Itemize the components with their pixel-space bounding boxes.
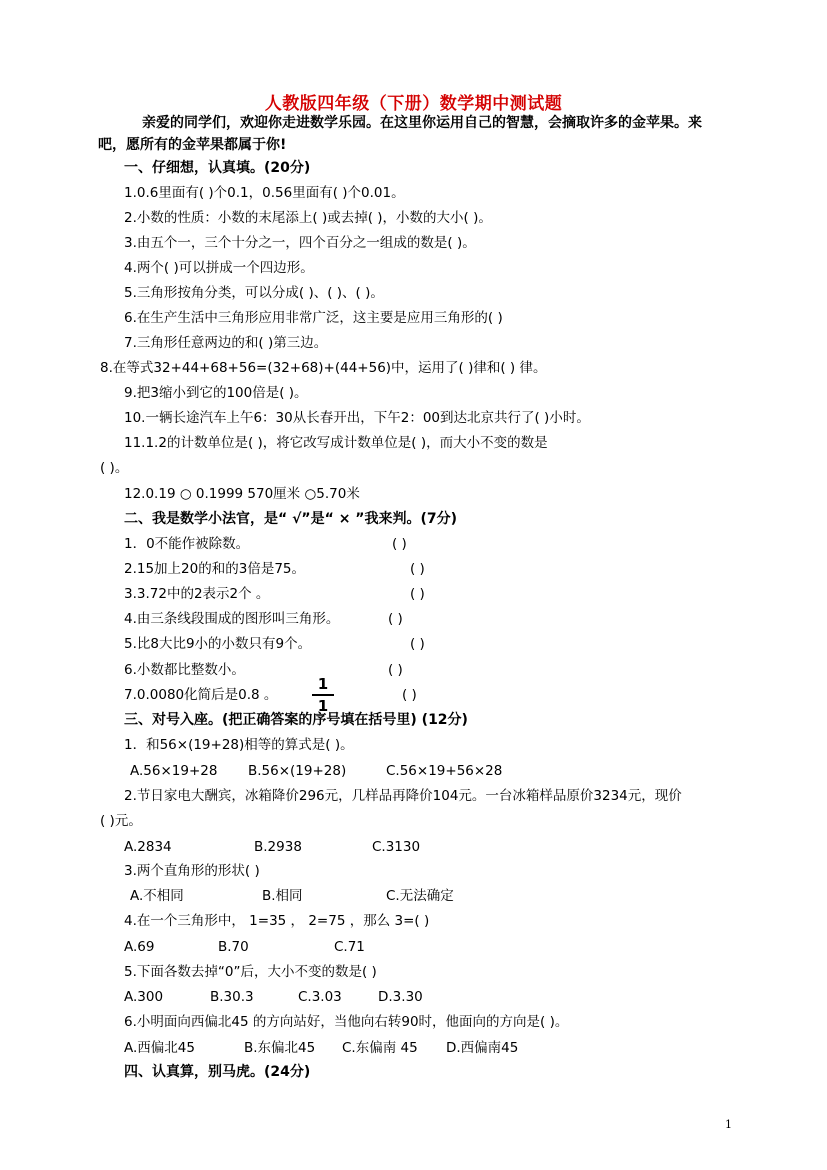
s3-question-2-cont: ( )元。 xyxy=(100,813,142,829)
s3-q6-option-a: A.西偏北45 xyxy=(124,1040,195,1056)
s3-question-6: 6.小明面向西偏北45 的方向站好，当他向右转90时，他面向的方向是( )。 xyxy=(124,1014,569,1030)
s1-question-7: 7.三角形任意两边的和( )第三边。 xyxy=(124,335,328,351)
s3-q6-option-c: C.东偏南 45 xyxy=(342,1040,418,1056)
s2-answer-blank-5: ( ) xyxy=(410,636,425,652)
section-3-heading: 三、对号入座。(把正确答案的序号填在括号里) (12分) xyxy=(124,712,468,728)
s2-statement-4: 4.由三条线段围成的图形叫三角形。 xyxy=(124,611,340,627)
s3-question-2: 2.节日家电大酬宾，冰箱降价296元，几样品再降价104元。一台冰箱样品原价3234元，现价 xyxy=(124,788,682,804)
intro-line-1: 亲爱的同学们，欢迎你走进数学乐园。在这里你运用自己的智慧，会摘取许多的金苹果。来 xyxy=(142,115,702,131)
s1-question-3: 3.由五个一，三个十分之一，四个百分之一组成的数是( )。 xyxy=(124,235,476,251)
s3-question-1: 1．和56×(19+28)相等的算式是( )。 xyxy=(124,737,354,753)
fraction xyxy=(312,676,334,714)
fraction-bar xyxy=(312,694,334,696)
page-number: 1 xyxy=(725,1118,732,1131)
s2-statement-3: 3.3.72中的2表示2个 。 xyxy=(124,586,270,602)
s3-q5-option-b: B.30.3 xyxy=(210,989,254,1005)
s3-q3-option-a: A.不相同 xyxy=(130,888,184,904)
s3-q6-option-d: D.西偏南45 xyxy=(446,1040,519,1056)
s2-answer-blank-2: ( ) xyxy=(410,561,425,577)
s1-question-5: 5.三角形按角分类，可以分成( )、( )、( )。 xyxy=(124,285,384,301)
s1-question-1: 1.0.6里面有( )个0.1，0.56里面有( )个0.01。 xyxy=(124,185,405,201)
s2-statement-2: 2.15加上20的和的3倍是75。 xyxy=(124,561,306,577)
s1-question-9: 9.把3缩小到它的100倍是( )。 xyxy=(124,385,308,401)
s2-answer-blank-1: ( ) xyxy=(392,536,407,552)
section-2-heading: 二、我是数学小法官，是“ √”是“ × ”我来判。(7分) xyxy=(124,511,458,527)
intro-line-2: 吧，愿所有的金苹果都属于你! xyxy=(98,137,287,153)
s3-q4-option-a: A.69 xyxy=(124,939,155,955)
s3-q4-option-b: B.70 xyxy=(218,939,249,955)
s3-q4-option-c: C.71 xyxy=(334,939,365,955)
s1-question-10: 10.一辆长途汽车上午6：30从长春开出，下午2：00到达北京共行了( )小时。 xyxy=(124,410,590,426)
s3-q2-option-c: C.3130 xyxy=(372,839,421,855)
s1-question-8: 8.在等式32+44+68+56=(32+68)+(44+56)中，运用了( )律和( ) 律。 xyxy=(100,360,547,376)
s1-question-2: 2.小数的性质：小数的末尾添上( )或去掉( )，小数的大小( )。 xyxy=(124,210,492,226)
s3-q1-option-b: B.56×(19+28) xyxy=(248,763,347,779)
fraction-numerator: 1 xyxy=(317,675,329,693)
s1-question-12: 12.0.19 ○ 0.1999 570厘米 ○5.70米 xyxy=(124,486,360,502)
s2-statement-7: 7.0.0080化简后是0.8 。 xyxy=(124,687,278,703)
s2-statement-5: 5.比8大比9小的小数只有9个。 xyxy=(124,636,312,652)
fraction-denominator: 1 xyxy=(317,697,329,715)
s3-q5-option-d: D.3.30 xyxy=(378,989,423,1005)
s3-q2-option-b: B.2938 xyxy=(254,839,302,855)
exam-title: 人教版四年级（下册）数学期中测试题 xyxy=(264,94,563,114)
s3-question-3: 3.两个直角形的形状( ) xyxy=(124,863,260,879)
s1-question-11-cont: ( )。 xyxy=(100,460,129,476)
s1-question-4: 4.两个( )可以拼成一个四边形。 xyxy=(124,260,314,276)
s2-answer-blank-6: ( ) xyxy=(388,662,403,678)
s2-answer-blank-4: ( ) xyxy=(388,611,403,627)
s1-question-6: 6.在生产生活中三角形应用非常广泛，这主要是应用三角形的( ) xyxy=(124,310,503,326)
s3-q3-option-c: C.无法确定 xyxy=(386,888,454,904)
s2-statement-6: 6.小数都比整数小。 xyxy=(124,662,245,678)
section-1-heading: 一、仔细想，认真填。(20分) xyxy=(124,160,311,176)
s2-answer-blank-3: ( ) xyxy=(410,586,425,602)
s3-q5-option-a: A.300 xyxy=(124,989,164,1005)
s3-q6-option-b: B.东偏北45 xyxy=(244,1040,316,1056)
s2-statement-1: 1．0不能作被除数。 xyxy=(124,536,250,552)
s3-q2-option-a: A.2834 xyxy=(124,839,172,855)
s3-question-5: 5.下面各数去掉“0”后，大小不变的数是( ) xyxy=(124,964,377,980)
s2-answer-blank-7: ( ) xyxy=(402,687,417,703)
s3-question-4: 4.在一个三角形中， 1=35 ， 2=75 ，那么 3=( ) xyxy=(124,913,430,929)
section-4-heading: 四、认真算，别马虎。(24分) xyxy=(124,1064,311,1080)
s3-q1-option-c: C.56×19+56×28 xyxy=(386,763,503,779)
s1-question-11: 11.1.2的计数单位是( )，将它改写成计数单位是( )，而大小不变的数是 xyxy=(124,435,548,451)
s3-q1-option-a: A.56×19+28 xyxy=(130,763,218,779)
s3-q3-option-b: B.相同 xyxy=(262,888,303,904)
s3-q5-option-c: C.3.03 xyxy=(298,989,342,1005)
